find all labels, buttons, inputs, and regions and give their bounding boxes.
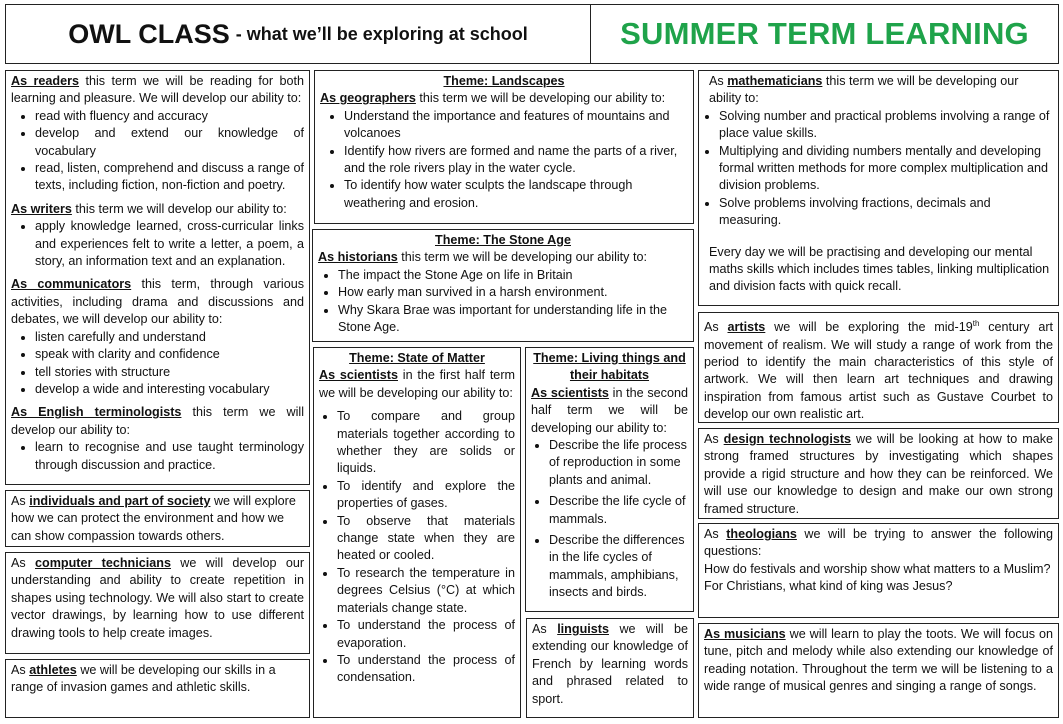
list-item: • listen carefully and understand — [35, 329, 304, 346]
landscapes-role: As geographers — [320, 91, 416, 106]
literacy-box — [5, 70, 310, 485]
computing-box — [5, 552, 310, 654]
list-item: • Understand the importance and features of mountains and volcanoes — [344, 108, 688, 143]
artists-text: we will be exploring the mid-19 — [774, 320, 973, 335]
matter-theme: Theme: State of Matter — [349, 351, 485, 365]
communicators-intro — [11, 276, 304, 328]
list-item: • Solving number and practical problems involving a range of place value skills. — [719, 108, 1053, 143]
landscapes-text: this term we will be developing our ability to: — [419, 91, 666, 106]
artists-role: artists — [727, 320, 766, 335]
society-box — [5, 490, 310, 547]
terminologists-role: As English terminologists — [11, 405, 182, 420]
living-list — [531, 437, 688, 602]
terminologists-text: this term we will develop our ability to: — [11, 405, 304, 437]
list-item: • read, listen, comprehend and discuss a range of texts, including fiction, non-fiction and poetry. — [35, 160, 304, 195]
matter-list — [319, 408, 515, 687]
communicators-role: As communicators — [11, 277, 132, 292]
readers-text: this term we will be reading for both learning and pleasure. We will develop our ability to: — [11, 74, 304, 106]
athletes-box — [5, 659, 310, 718]
list-item: • Multiplying and dividing numbers mentally and developing formal written methods for more complex multiplication and division problems. — [719, 143, 1053, 195]
page-subtitle: - what we’ll be exploring at school — [235, 23, 528, 44]
living-text: in the second half term we will be developing our ability to: — [531, 385, 688, 435]
maths-extra: Every day we will be practising and developing our mental maths skills which includes times tables, linking multiplication and division facts with quick recall. — [709, 244, 1050, 294]
list-item: • To identify how water sculpts the landscape through weathering and erosion. — [344, 177, 688, 212]
living-intro — [531, 385, 688, 437]
linguists-role: linguists — [557, 622, 609, 636]
linguists-text: we will be extending our knowledge of French by learning words and phrased related to sport. — [532, 622, 689, 706]
theologians-intro — [704, 526, 1053, 561]
list-item: • To understand the process of condensation. — [337, 652, 515, 687]
stone-age-list — [318, 267, 688, 337]
design-role: design technologists — [723, 432, 852, 446]
list-item: • tell stories with structure — [35, 364, 304, 381]
matter-box — [313, 347, 521, 718]
writers-text: this term we will develop our ability to: — [75, 201, 287, 216]
terminologists-list — [11, 439, 304, 474]
landscapes-theme: Theme: Landscapes — [443, 74, 565, 88]
writers-intro — [11, 201, 304, 218]
terminologists-intro — [11, 404, 304, 439]
header-title-box — [5, 4, 591, 64]
list-item: • The impact the Stone Age on life in Britain — [338, 267, 688, 284]
society-role: individuals and part of society — [29, 494, 211, 508]
maths-prefix: As — [709, 74, 724, 88]
living-theme: Theme: Living things and their habitats — [533, 351, 686, 383]
artists-sup: th — [972, 319, 980, 328]
list-item: • Why Skara Brae was important for understanding life in the Stone Age. — [338, 302, 688, 337]
list-item: • read with fluency and accuracy — [35, 108, 304, 125]
landscapes-intro — [320, 90, 688, 107]
page-title: OWL CLASS — [68, 18, 230, 49]
artists-text-cont: century art movement of realism. We will study a range of work from the period to identify the main characteristics of this style of artwork. We will then learn art techniques and drawing inspiration from famous artist such as Gustave Courbet to develop our own realistic art. — [704, 320, 1054, 422]
readers-role: As readers — [11, 74, 80, 88]
design-prefix: As — [704, 432, 719, 446]
list-item: • To understand the process of evaporation. — [337, 617, 515, 652]
list-item: • Describe the life cycle of mammals. — [549, 493, 688, 528]
term-title: SUMMER TERM LEARNING — [620, 16, 1029, 51]
list-item: • Describe the differences in the life cycles of mammals, amphibians, insects and birds. — [549, 532, 688, 602]
list-item: • To identify and explore the properties of gases. — [337, 478, 515, 513]
communicators-list — [11, 329, 304, 399]
computing-prefix: As — [11, 556, 26, 570]
maths-box — [698, 70, 1059, 306]
list-item: • How early man survived in a harsh environment. — [338, 284, 688, 301]
list-item: • develop a wide and interesting vocabulary — [35, 381, 304, 398]
musicians-box — [698, 623, 1059, 718]
maths-list — [709, 108, 1053, 230]
writers-list — [11, 218, 304, 270]
matter-text: in the first half term we will be developing our ability to: — [319, 368, 516, 400]
list-item: • To research the temperature in degrees Celsius (°C) at which materials change state. — [337, 565, 515, 617]
theologians-box — [698, 523, 1059, 618]
list-item: • Describe the life process of reproduction in some plants and animal. — [549, 437, 688, 489]
musicians-role: As musicians — [704, 627, 786, 641]
musicians-text: we will learn to play the toots. We will focus on tune, pitch and melody while also extending our knowledge of reading notation. Throughout the term we will be listening to a wide range of musical genres and singing a range of songs. — [704, 627, 1053, 694]
matter-role: As scientists — [319, 368, 398, 383]
stone-age-text: this term we will be developing our ability to: — [401, 250, 647, 265]
computing-role: computer technicians — [35, 556, 171, 570]
readers-intro — [11, 73, 304, 108]
matter-intro — [319, 367, 515, 402]
artists-prefix: As — [704, 320, 719, 335]
athletes-prefix: As — [11, 663, 26, 677]
design-text: we will be looking at how to make strong framed structures by investigating which shapes provide a rigid structure and how they can be reinforced. We will use our knowledge to design and make our own strong framed structure. — [704, 432, 1054, 516]
living-role: As scientists — [531, 385, 609, 400]
stone-age-intro — [318, 249, 688, 266]
stone-age-box — [312, 229, 694, 342]
linguists-prefix: As — [532, 622, 547, 636]
list-item: • apply knowledge learned, cross-curricular links and experiences felt to write a letter, a poem, a story, an information text and an explanation. — [35, 218, 304, 270]
stone-age-theme: Theme: The Stone Age — [435, 233, 571, 247]
landscapes-list — [320, 108, 688, 212]
list-item: • Identify how rivers are formed and name the parts of a river, and the role rivers play in the water cycle. — [344, 143, 688, 178]
maths-role: mathematicians — [727, 74, 823, 88]
society-prefix: As — [11, 494, 26, 508]
list-item: • speak with clarity and confidence — [35, 346, 304, 363]
list-item: • To compare and group materials together according to whether they are solids or liquids. — [337, 408, 515, 478]
theologians-role: theologians — [726, 527, 797, 541]
theologians-text: we will be trying to answer the following questions: — [704, 527, 1053, 559]
computing-text: we will develop our understanding and ability to create repetition in shapes using technology. We will also start to create vector drawings, by learning how to use different drawing tools to help create images. — [11, 556, 305, 640]
maths-intro — [709, 73, 1053, 108]
readers-list — [11, 108, 304, 195]
living-box — [525, 347, 694, 612]
society-text: we will explore how we can protect the environment and how we can show compassion towards others. — [11, 494, 296, 543]
theologians-prefix: As — [704, 527, 719, 541]
stone-age-role: As historians — [318, 250, 398, 265]
writers-role: As writers — [11, 201, 72, 216]
theologians-question-1: How do festivals and worship show what matters to a Muslim? — [704, 561, 1051, 576]
landscapes-box — [314, 70, 694, 224]
maths-text: this term we will be developing our ability to: — [709, 74, 1019, 106]
design-box — [698, 428, 1059, 519]
artists-box — [698, 312, 1059, 423]
list-item: • develop and extend our knowledge of vocabulary — [35, 125, 304, 160]
list-item: • learn to recognise and use taught terminology through discussion and practice. — [35, 439, 304, 474]
athletes-text: we will be developing our skills in a range of invasion games and athletic skills. — [11, 663, 276, 695]
list-item: • To observe that materials change state when they are heated or cooled. — [337, 513, 515, 565]
theologians-question-2: For Christians, what kind of king was Jesus? — [704, 579, 953, 594]
list-item: • Solve problems involving fractions, decimals and measuring. — [719, 195, 1053, 230]
communicators-text: this term, through various activities, including drama and discussions and debates, we will develop our ability to: — [11, 277, 305, 327]
athletes-role: athletes — [29, 663, 77, 677]
linguists-box — [526, 618, 694, 718]
header-term-box — [590, 4, 1059, 64]
